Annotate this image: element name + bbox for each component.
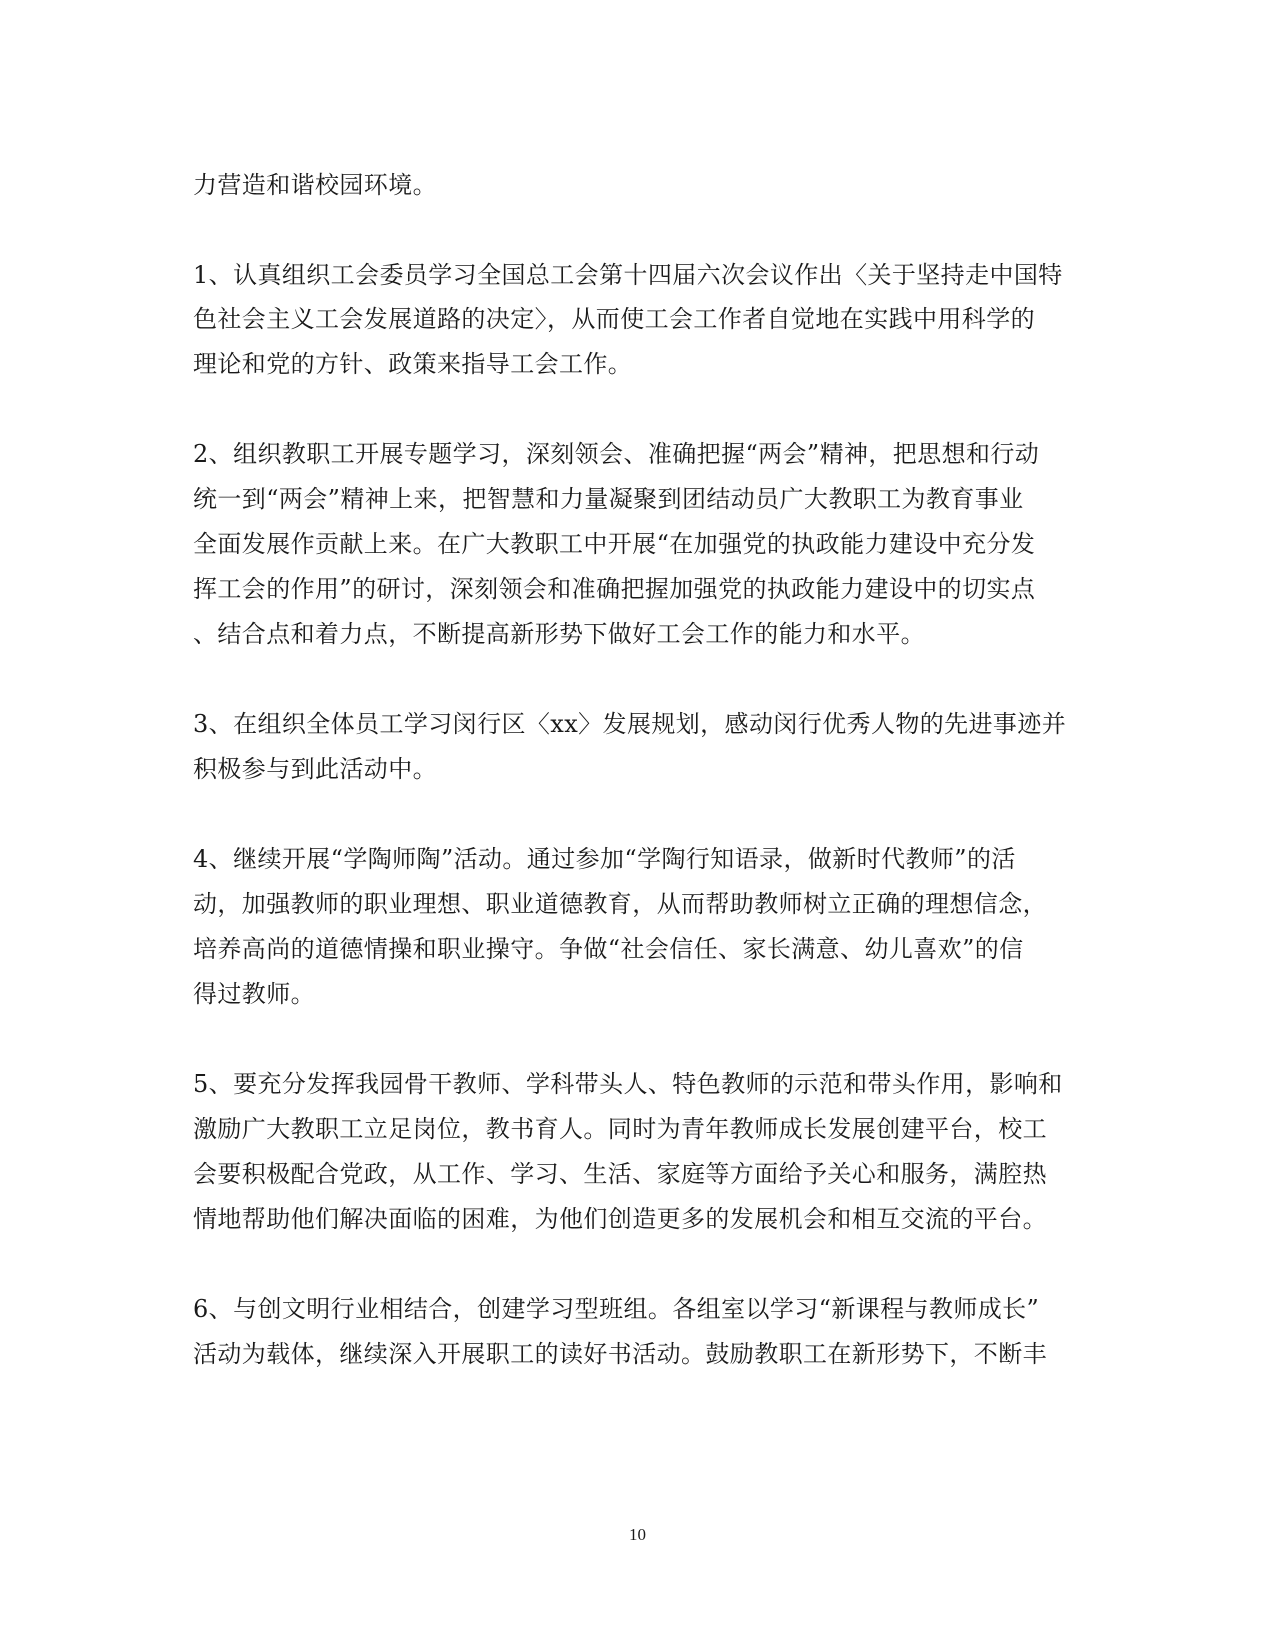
text-line: 情地帮助他们解决面临的困难，为他们创造更多的发展机会和相互交流的平台。 — [193, 1205, 1047, 1233]
text-line: 积极参与到此活动中。 — [193, 755, 437, 783]
text-line: 全面发展作贡献上来。在广大教职工中开展“在加强党的执政能力建设中充分发 — [193, 530, 1036, 558]
text-line: 3、在组织全体员工学习闵行区〈xx〉发展规划，感动闵行优秀人物的先进事迹并 — [193, 710, 1067, 738]
text-line: 动，加强教师的职业理想、职业道德教育，从而帮助教师树立正确的理想信念， — [193, 890, 1047, 918]
text-line: 理论和党的方针、政策来指导工会工作。 — [193, 350, 633, 378]
text-line: 培养高尚的道德情操和职业操守。争做“社会信任、家长满意、幼儿喜欢”的信 — [193, 935, 1024, 963]
page-number: 10 — [629, 1525, 646, 1544]
text-line: 力营造和谐校园环境。 — [193, 171, 437, 199]
text-line: 色社会主义工会发展道路的决定〉，从而使工会工作者自觉地在实践中用科学的 — [193, 305, 1035, 333]
text-line: 会要积极配合党政，从工作、学习、生活、家庭等方面给予关心和服务，满腔热 — [193, 1160, 1047, 1188]
text-line: 统一到“两会”精神上来，把智慧和力量凝聚到团结动员广大教职工为教育事业 — [193, 485, 1024, 513]
text-line: 激励广大教职工立足岗位，教书育人。同时为青年教师成长发展创建平台，校工 — [193, 1115, 1047, 1143]
text-line: 活动为载体，继续深入开展职工的读好书活动。鼓励教职工在新形势下，不断丰 — [193, 1340, 1047, 1368]
text-line: 、结合点和着力点，不断提高新形势下做好工会工作的能力和水平。 — [193, 620, 925, 648]
text-line: 挥工会的作用”的研讨，深刻领会和准确把握加强党的执政能力建设中的切实点 — [193, 575, 1036, 603]
text-line: 1、认真组织工会委员学习全国总工会第十四届六次会议作出〈关于坚持走中国特 — [193, 261, 1063, 289]
text-line: 得过教师。 — [193, 980, 315, 1008]
text-line: 4、继续开展“学陶师陶”活动。通过参加“学陶行知语录，做新时代教师”的活 — [193, 845, 1016, 873]
text-line: 6、与创文明行业相结合，创建学习型班组。各组室以学习“新课程与教师成长” — [193, 1295, 1040, 1323]
text-line: 5、要充分发挥我园骨干教师、学科带头人、特色教师的示范和带头作用，影响和 — [193, 1070, 1063, 1098]
text-line: 2、组织教职工开展专题学习，深刻领会、准确把握“两会”精神，把思想和行动 — [193, 440, 1040, 468]
